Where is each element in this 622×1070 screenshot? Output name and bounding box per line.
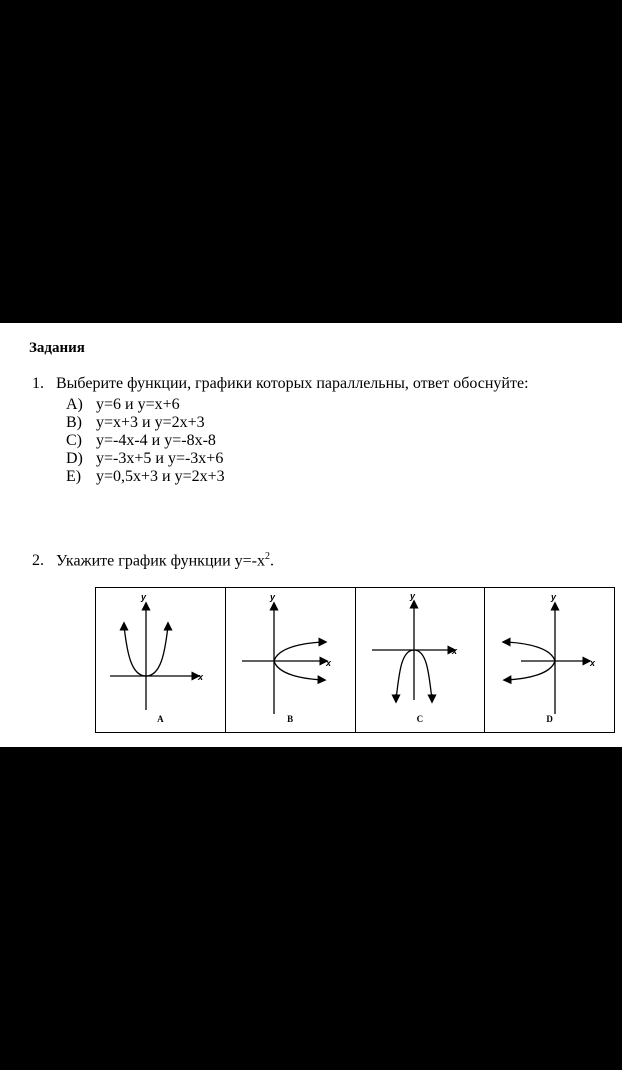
graph-cell-d xyxy=(485,588,614,732)
question-2 xyxy=(32,551,274,570)
graph-d-plot xyxy=(485,588,615,734)
y-axis-label: y xyxy=(409,591,415,601)
y-axis-label: y xyxy=(141,592,147,602)
option-letter: D) xyxy=(66,450,83,467)
option-a xyxy=(66,396,225,414)
graph-b-plot xyxy=(226,588,356,734)
option-c xyxy=(66,432,225,450)
option-text: y=-4x-4 и y=-8x-8 xyxy=(96,432,216,449)
option-text: y=-3x+5 и y=-3x+6 xyxy=(96,450,224,467)
graph-cell-a xyxy=(96,588,226,732)
graph-caption: A xyxy=(157,714,164,724)
graph-options-table xyxy=(95,587,615,733)
page-heading: Задания xyxy=(29,340,85,356)
question-2-exponent: 2 xyxy=(264,551,270,562)
question-2-number: 2. xyxy=(32,552,44,570)
graph-cell-c xyxy=(356,588,486,732)
x-axis-label: x xyxy=(451,646,457,656)
question-1-options xyxy=(66,396,225,486)
option-letter: A) xyxy=(66,396,83,413)
x-axis-label: x xyxy=(198,672,204,682)
option-b xyxy=(66,414,225,432)
option-letter: C) xyxy=(66,432,82,449)
graph-a-plot xyxy=(96,588,226,734)
graph-cell-b xyxy=(226,588,356,732)
document-page xyxy=(0,323,622,747)
option-text: y=6 и y=x+6 xyxy=(96,396,180,413)
graph-caption: B xyxy=(287,714,294,724)
option-d xyxy=(66,450,225,468)
option-letter: B) xyxy=(66,414,82,431)
option-text: y=x+3 и y=2x+3 xyxy=(96,414,205,431)
option-e xyxy=(66,468,225,486)
option-text: y=0,5x+3 и y=2x+3 xyxy=(96,468,225,485)
question-1 xyxy=(32,375,529,393)
question-1-text: Выберите функции, графики которых параллельны, ответ обоснуйте: xyxy=(56,375,529,392)
question-2-text: Укажите график функции y=-x xyxy=(56,552,265,570)
graph-caption: C xyxy=(416,714,424,724)
x-axis-label: x xyxy=(325,658,331,668)
x-axis-label: x xyxy=(590,658,596,668)
option-letter: E) xyxy=(66,468,82,485)
question-2-suffix: . xyxy=(269,552,274,570)
graph-caption: D xyxy=(546,714,553,724)
graph-c-plot xyxy=(356,588,486,734)
y-axis-label: y xyxy=(269,592,275,602)
y-axis-label: y xyxy=(551,592,557,602)
question-1-number: 1. xyxy=(32,375,44,392)
